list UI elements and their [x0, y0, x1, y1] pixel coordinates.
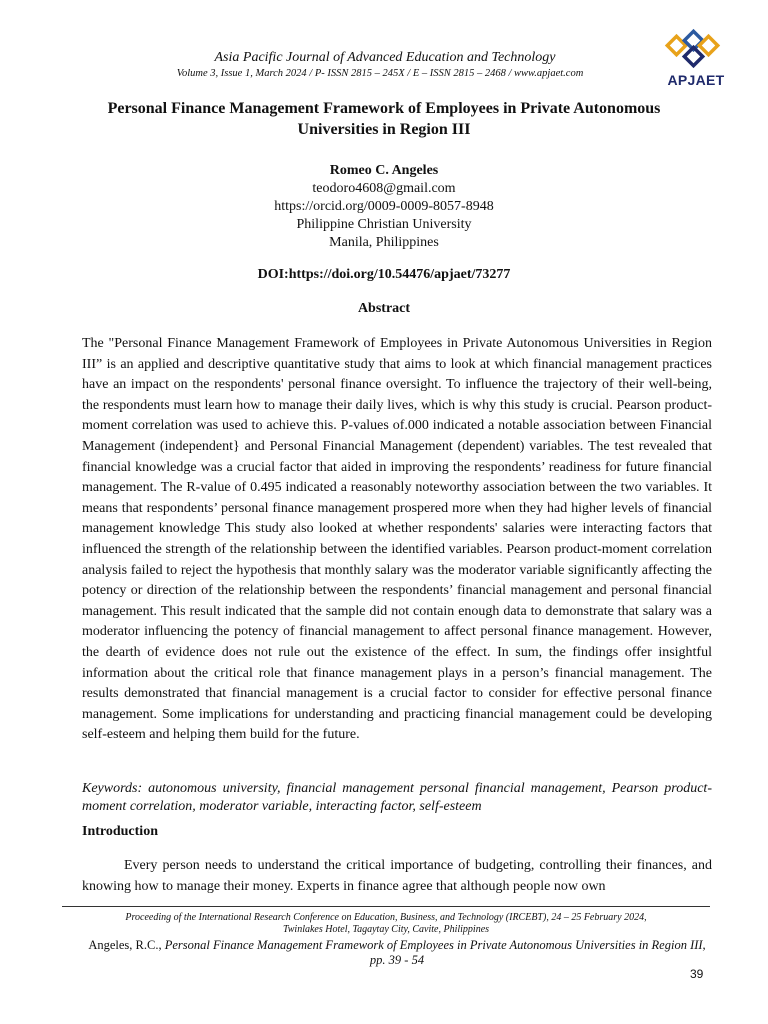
introduction-heading: Introduction — [82, 824, 158, 839]
author-block — [170, 162, 598, 252]
abstract-text: The "Personal Finance Management Framework of Employees in Private Autonomous Universities in Region III” is an applied and descriptive quantitative study that aims to look at which financial management practices have an impact on the respondents' personal finance oversight. To influence the trajectory of their well-being, the respondents must learn how to manage their daily lives, which is why this study is crucial. Pearson product-moment correlation was used to achieve this. P-values of.000 indicated a notable association between Financial Management (independent} and Personal Financial Management (dependent) variables. The test revealed that financial knowledge was a crucial factor that aided in improving the respondents’ readiness for future financial management. The R-value of 0.495 indicated a reasonably noteworthy association between the two variables. It means that respondents’ personal finance management prospered more when they had higher levels of financial management knowledge This study also looked at whether respondents' salaries were interacting factors that influenced the strength of the relationship between the identified variables. Pearson product-moment correlation analysis failed to reject the hypothesis that monthly salary was the moderator variable significantly affecting the potency or direction of the relationship between the respondents’ financial management and personal financial management. This result indicated that the sample did not contain enough data to demonstrate that salary was a moderator influencing the potency of financial management to affect personal finance management. However, the dearth of evidence does not rule out the existence of the effect. In sum, the findings offer insightful information about the critical role that finance management plays in a person’s financial management. The results demonstrated that financial management is a crucial factor to consider for effective personal finance management. Some implications for understanding and practicing financial management could be developing self-esteem and helping them build for the future. — [82, 336, 712, 743]
logo-text: APJAET — [667, 72, 725, 88]
author-orcid-link[interactable]: https://orcid.org/0009-0009-8057-8948 — [274, 199, 494, 214]
footer-proceeding-line2: Twinlakes Hotel, Tagaytay City, Cavite, Philippines — [282, 924, 490, 935]
paper-title: Personal Finance Management Framework of Employees in Private Autonomous Universities in Region III — [107, 100, 661, 138]
footer-divider — [62, 906, 710, 907]
author-location: Manila, Philippines — [329, 235, 439, 250]
footer-citation — [82, 938, 712, 968]
apjaet-logo-icon — [660, 28, 732, 72]
introduction-text: Every person needs to understand the critical importance of budgeting, controlling their finances, and knowing how to manage their money. Experts in finance agree that although people now own — [82, 858, 712, 894]
citation-title: Personal Finance Management Framework of Employees in Private Autonomous Universities in Region III, — [164, 938, 706, 952]
author-email[interactable]: teodoro4608@gmail.com — [312, 181, 456, 196]
journal-logo — [660, 28, 732, 94]
footer-proceeding-line1: Proceeding of the International Research Conference on Education, Business, and Technology (IRCEBT), 24 – 25 February 2024, — [125, 912, 647, 923]
page-number: 39 — [690, 967, 704, 981]
abstract-heading: Abstract — [357, 301, 411, 316]
doi-link[interactable]: DOI:https://doi.org/10.54476/apjaet/73277 — [257, 267, 511, 282]
author-name: Romeo C. Angeles — [329, 163, 439, 178]
citation-author: Angeles, R.C., — [88, 938, 165, 952]
journal-name: Asia Pacific Journal of Advanced Education and Technology — [214, 50, 556, 65]
journal-volume-line: Volume 3, Issue 1, March 2024 / P- ISSN 2815 – 245X / E – ISSN 2815 – 2468 / www.apjaet.com — [176, 68, 584, 79]
citation-pages: pp. 39 - 54 — [369, 953, 425, 967]
author-affiliation: Philippine Christian University — [296, 217, 472, 232]
keywords: Keywords: autonomous university, financial management personal financial management, Pearson product-moment correlation, moderator variable, interacting factor, self-esteem — [82, 781, 712, 814]
